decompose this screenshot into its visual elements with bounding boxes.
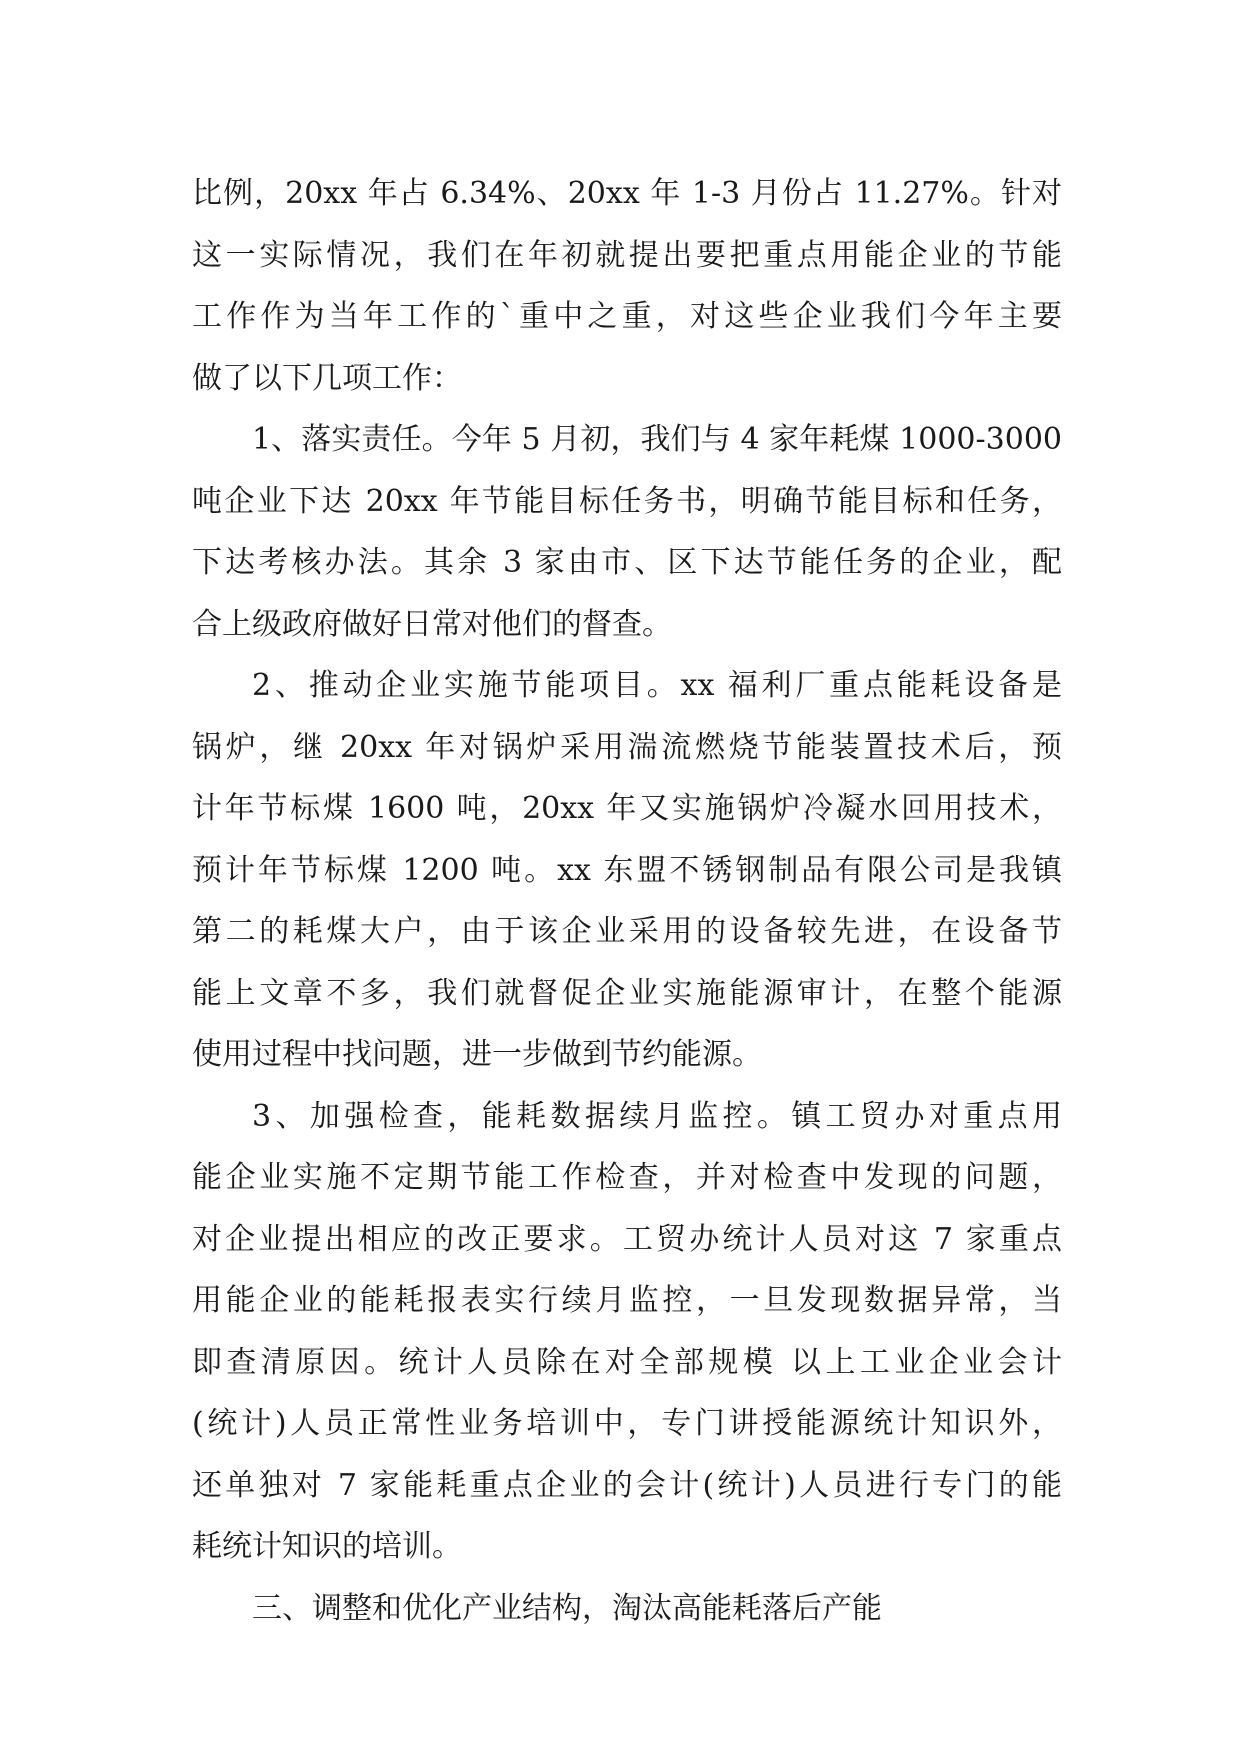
text-line: 还单独对 7 家能耗重点企业的会计(统计)人员进行专门的能 (192, 1467, 1062, 1503)
text-line: 能上文章不多，我们就督促企业实施能源审计，在整个能源 (192, 975, 1062, 1011)
text-line: 耗统计知识的培训。 (192, 1529, 462, 1564)
section-heading: 三、调整和优化产业结构，淘汰高能耗落后产能 (252, 1590, 882, 1626)
text-line: 工作作为当年工作的`重中之重，对这些企业我们今年主要 (192, 299, 1062, 334)
text-line: 合上级政府做好日常对他们的督查。 (192, 606, 672, 642)
paragraph-1-heading-line: 1、落实责任。今年 5 月初，我们与 4 家年耗煤 1000-3000 (252, 422, 1062, 457)
text-line: 下达考核办法。其余 3 家由市、区下达节能任务的企业，配 (192, 545, 1062, 580)
paragraph-2-heading-line: 2、推动企业实施节能项目。xx 福利厂重点能耗设备是 (252, 668, 1062, 703)
text-line: 做了以下几项工作： (192, 360, 462, 396)
text-line: 对企业提出相应的改正要求。工贸办统计人员对这 7 家重点 (192, 1221, 1062, 1257)
text-line: 预计年节标煤 1200 吨。xx 东盟不锈钢制品有限公司是我镇 (192, 852, 1062, 888)
text-line: 锅炉，继 20xx 年对锅炉采用湍流燃烧节能装置技术后，预 (192, 729, 1062, 765)
text-line: 计年节标煤 1600 吨，20xx 年又实施锅炉冷凝水回用技术， (192, 791, 1062, 826)
document-body (192, 163, 1062, 1639)
text-line: (统计)人员正常性业务培训中，专门讲授能源统计知识外， (192, 1406, 1062, 1441)
text-line: 即查清原因。统计人员除在对全部规模 以上工业企业会计 (192, 1344, 1062, 1380)
text-line: 这一实际情况，我们在年初就提出要把重点用能企业的节能 (192, 237, 1062, 273)
text-line: 用能企业的能耗报表实行续月监控，一旦发现数据异常，当 (192, 1283, 1062, 1318)
text-line: 第二的耗煤大户，由于该企业采用的设备较先进，在设备节 (192, 914, 1062, 949)
text-line: 吨企业下达 20xx 年节能目标任务书，明确节能目标和任务， (192, 483, 1062, 519)
text-line: 使用过程中找问题，进一步做到节约能源。 (192, 1037, 762, 1072)
paragraph-3-heading-line: 3、加强检查，能耗数据续月监控。镇工贸办对重点用 (252, 1098, 1062, 1134)
text-line: 能企业实施不定期节能工作检查，并对检查中发现的问题， (192, 1160, 1062, 1195)
text-line: 比例，20xx 年占 6.34%、20xx 年 1-3 月份占 11.27%。针对 (192, 176, 1062, 211)
